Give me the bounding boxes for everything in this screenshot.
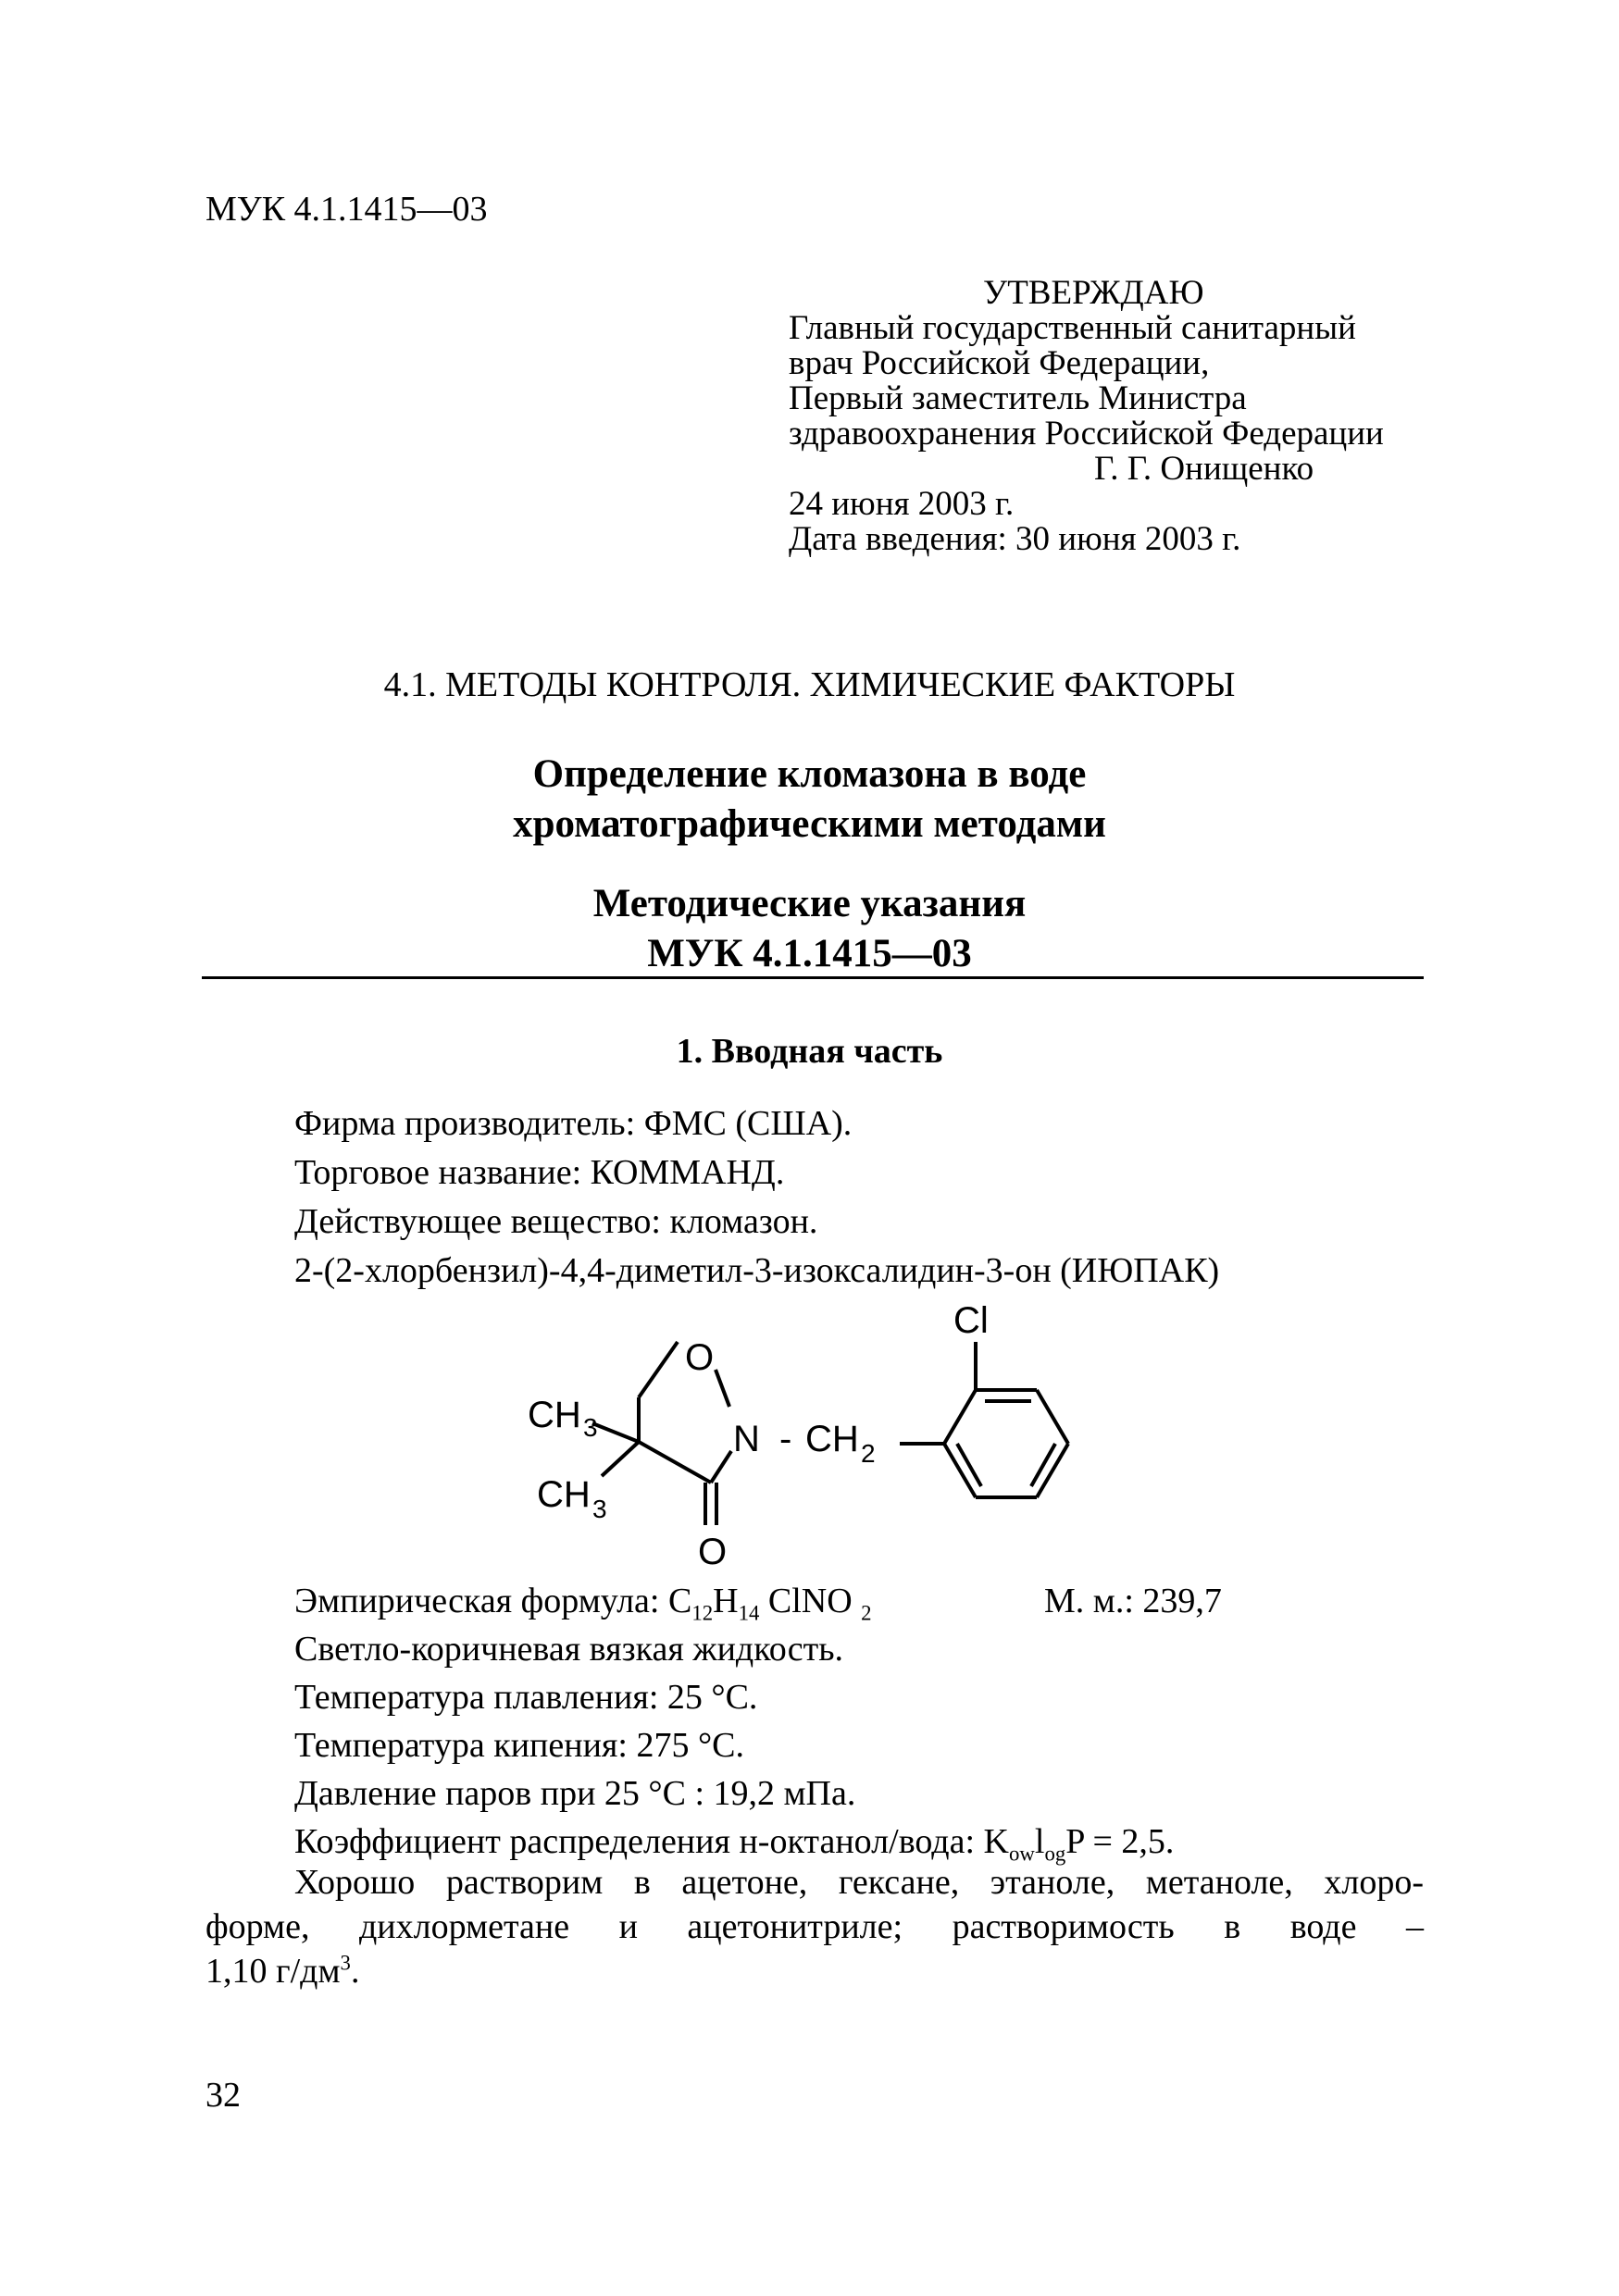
solubility-value-line xyxy=(205,1949,1424,1993)
partition-prefix: Коэффициент распределения н-октанол/вода: K xyxy=(294,1822,1009,1861)
formula-c-count: 12 xyxy=(691,1601,714,1625)
boiling-point-line: Температура кипения: 275 °С. xyxy=(294,1726,744,1765)
solubility-paragraph xyxy=(205,1860,1424,1993)
introduction-date: Дата введения: 30 июня 2003 г. xyxy=(789,520,1241,558)
active-substance-line: Действующее вещество: кломазон. xyxy=(294,1202,818,1241)
section-heading: 4.1. МЕТОДЫ КОНТРОЛЯ. ХИМИЧЕСКИЕ ФАКТОРЫ xyxy=(383,665,1236,704)
methyl-subscript-upper: 3 xyxy=(583,1413,598,1442)
partition-suffix: P = 2,5. xyxy=(1065,1822,1175,1861)
vapor-pressure-line: Давление паров при 25 °С : 19,2 мПа. xyxy=(294,1774,856,1813)
document-subtitle xyxy=(0,879,1619,979)
methylene-label: CH xyxy=(805,1419,859,1459)
formula-rest: ClNO xyxy=(759,1582,862,1620)
chlorine-label: Cl xyxy=(953,1300,989,1341)
partition-mid: l xyxy=(1034,1822,1045,1861)
approval-line: Главный государственный санитарный xyxy=(789,309,1356,347)
approval-block xyxy=(789,276,1437,557)
partition-sub2: og xyxy=(1044,1842,1066,1866)
approval-line: врач Российской Федерации, xyxy=(789,344,1210,382)
solubility-line: форме, дихлорметане и ацетонитриле; растворимость в воде – xyxy=(205,1907,1424,1946)
approval-signatory: Г. Г. Онищенко xyxy=(1094,450,1314,488)
approval-stamp: УТВЕРЖДАЮ xyxy=(983,274,1204,312)
partition-coefficient-line xyxy=(294,1818,1424,1866)
ring-oxygen-label: O xyxy=(685,1337,715,1378)
solubility-end: . xyxy=(350,1952,360,1991)
formula-o-count: 2 xyxy=(861,1601,872,1625)
trade-name-line: Торговое название: КОММАНД. xyxy=(294,1153,785,1192)
title-line: Определение кломазона в воде xyxy=(532,752,1087,796)
page-number: 32 xyxy=(205,2076,241,2115)
carbonyl-oxygen-label: O xyxy=(698,1532,728,1572)
manufacturer-line: Фирма производитель: ФМС (США). xyxy=(294,1104,853,1143)
clomazone-structure-diagram xyxy=(500,1286,1148,1573)
formula-label: Эмпирическая формула: C xyxy=(294,1582,692,1620)
title-line: хроматографическими методами xyxy=(513,802,1106,846)
methylene-subscript: 2 xyxy=(861,1439,876,1468)
solubility-unit-exponent: 3 xyxy=(340,1951,351,1975)
nitrogen-label: N xyxy=(733,1419,760,1459)
empirical-formula-line xyxy=(294,1577,1424,1625)
subtitle-line: Методические указания xyxy=(592,882,1027,925)
intro-heading: 1. Вводная часть xyxy=(676,1032,943,1071)
document-title xyxy=(0,750,1619,850)
approval-line: здравоохранения Российской Федерации xyxy=(789,415,1384,453)
formula-h: H xyxy=(713,1582,739,1620)
intro-lines xyxy=(294,1099,1219,1296)
solubility-line: Хорошо растворим в ацетоне, гексане, этаноле, метаноле, хлоро- xyxy=(294,1863,1424,1902)
partition-sub1: ow xyxy=(1009,1842,1035,1866)
subtitle-line: МУК 4.1.1415—03 xyxy=(647,932,972,975)
properties-block xyxy=(294,1577,1424,1866)
iupac-name-line: 2-(2-хлорбензил)-4,4-диметил-3-изоксалидин-3-он (ИЮПАК) xyxy=(294,1251,1220,1290)
methyl-label-lower: CH xyxy=(537,1474,591,1515)
appearance-line: Светло-коричневая вязкая жидкость. xyxy=(294,1630,844,1669)
solubility-value: 1,10 г/дм xyxy=(205,1952,341,1991)
approval-line: Первый заместитель Министра xyxy=(789,379,1247,417)
horizontal-rule xyxy=(202,976,1424,979)
bond-dash-label: - xyxy=(779,1419,792,1459)
methyl-label-upper: CH xyxy=(528,1395,581,1435)
formula-h-count: 14 xyxy=(738,1601,760,1625)
document-code-header: МУК 4.1.1415—03 xyxy=(205,190,488,229)
methyl-subscript-lower: 3 xyxy=(592,1495,607,1523)
melting-point-line: Температура плавления: 25 °С. xyxy=(294,1678,758,1717)
approval-date: 24 июня 2003 г. xyxy=(789,485,1015,523)
molecular-mass: М. м.: 239,7 xyxy=(1044,1582,1222,1620)
